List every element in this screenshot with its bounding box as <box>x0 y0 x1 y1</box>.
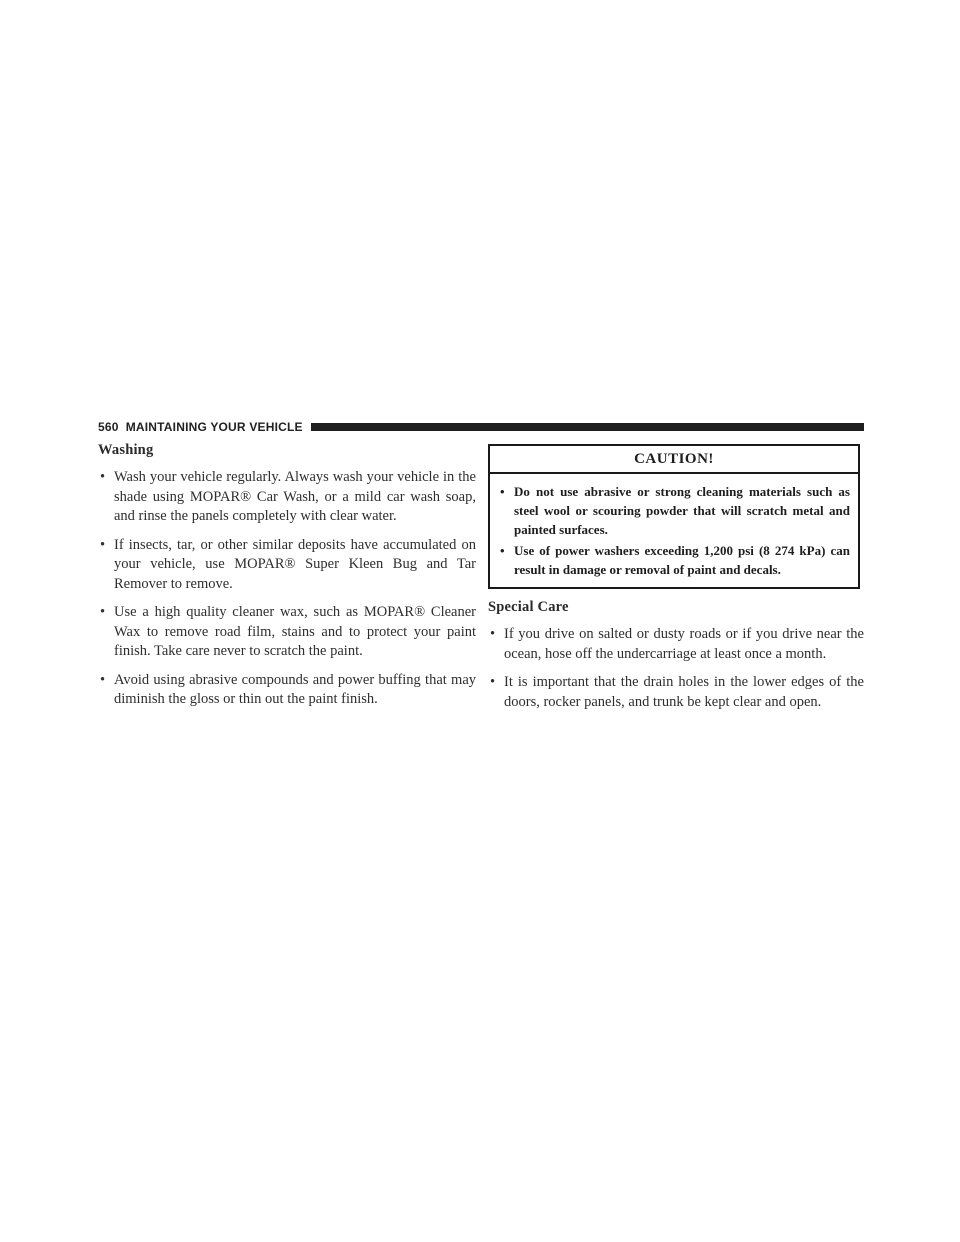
list-item <box>98 536 476 595</box>
special-care-list <box>488 625 864 712</box>
list-item <box>98 671 476 710</box>
washing-list <box>98 468 476 710</box>
bullet-icon: • <box>100 604 106 620</box>
special-care-heading: Special Care <box>488 599 569 615</box>
list-item-text: If you drive on salted or dusty roads or if you drive near the ocean, hose off the undercarriage at least once a month. <box>504 626 864 662</box>
list-item-text: Wash your vehicle regularly. Always wash your vehicle in the shade using MOPAR® Car Wash, or a mild car wash soap, and rinse the panels completely with clear water. <box>114 469 476 524</box>
page-header <box>98 420 864 434</box>
caution-box <box>488 444 860 589</box>
list-item <box>488 625 864 664</box>
list-item-text: Use a high quality cleaner wax, such as MOPAR® Cleaner Wax to remove road film, stains and to protect your paint finish. Take care never to scratch the paint. <box>114 604 476 659</box>
bullet-icon: • <box>500 484 505 499</box>
list-item <box>98 603 476 662</box>
page-number: 560 <box>98 420 119 434</box>
caution-item <box>498 541 850 579</box>
bullet-icon: • <box>500 543 505 558</box>
list-item-text: It is important that the drain holes in the lower edges of the doors, rocker panels, and trunk be kept clear and open. <box>504 674 864 710</box>
caution-title: CAUTION! <box>490 446 858 474</box>
caution-item <box>498 482 850 539</box>
header-rule <box>311 423 864 431</box>
list-item-text: If insects, tar, or other similar deposits have accumulated on your vehicle, use MOPAR® Super Kleen Bug and Tar Remover to remove. <box>114 536 476 592</box>
list-item <box>488 673 864 712</box>
list-item <box>98 468 476 527</box>
section-title: MAINTAINING YOUR VEHICLE <box>125 420 303 434</box>
bullet-icon: • <box>490 626 496 642</box>
right-column <box>488 444 864 721</box>
bullet-icon: • <box>100 671 106 688</box>
page-header-text <box>98 420 303 434</box>
bullet-icon: • <box>100 536 106 553</box>
bullet-icon: • <box>100 469 106 485</box>
caution-list <box>498 482 850 579</box>
washing-heading: Washing <box>98 442 154 458</box>
bullet-icon: • <box>490 674 496 690</box>
caution-item-text: Use of power washers exceeding 1,200 psi (8 274 kPa) can result in damage or removal of paint and decals. <box>514 543 850 577</box>
caution-item-text: Do not use abrasive or strong cleaning materials such as steel wool or scouring powder that will scratch metal and painted surfaces. <box>514 484 850 537</box>
left-column <box>98 442 476 719</box>
list-item-text: Avoid using abrasive compounds and power buffing that may diminish the gloss or thin out the paint finish. <box>114 671 476 707</box>
caution-body <box>490 474 858 587</box>
